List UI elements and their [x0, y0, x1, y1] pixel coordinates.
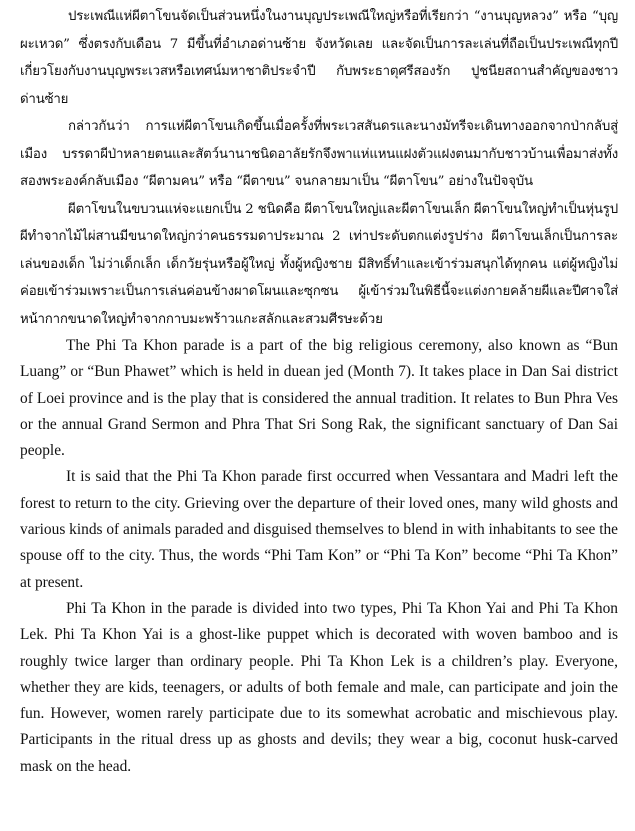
thai-paragraph-1: ประเพณีแห่ผีตาโขนจัดเป็นส่วนหนึ่งในงานบุญประเพณีใหญ่หรือที่เรียกว่า “งานบุญหลวง” หรือ “บุญผะเหวด” ซึ่งตรงกับเดือน 7 มีขึ้นที่อำเภอด่านซ้าย จังหวัดเลย และจัดเป็นการละเล่นที่ถือเป็นประเพณีทุกปี เกี่ยวโยงกับงานบุญพระเวสหรือเทศน์มหาชาติประจำปี กับพระธาตุศรีสองรัก ปูชนียสถานสำคัญของชาวด่านซ้าย: [20, 9, 618, 107]
english-paragraph-2: It is said that the Phi Ta Khon parade first occurred when Vessantara and Madri left the forest to return to the city. Grieving over the departure of their loved ones, many wild ghosts and various kinds of animals paraded and disguised themselves to blend in with inhabitants to see the spouse off to the city. Thus, the words “Phi Tam Kon” or “Phi Ta Kon” become “Phi Ta Khon” at present.: [20, 468, 618, 591]
document-page: [20, 0, 618, 780]
thai-section: [20, 0, 618, 333]
english-section: [20, 333, 618, 780]
thai-paragraph-2: กล่าวกันว่า การแห่ผีตาโขนเกิดขึ้นเมื่อครั้งที่พระเวสสันดรและนางมัทรีจะเดินทางออกจากป่ากลับสู่เมือง บรรดาผีป่าหลายตนและสัตว์นานาชนิดอาลัยรักจึงพาแห่แหนแฝงตัวแฝงตนมากับชาวบ้านเพื่อมาส่งทั้งสองพระองค์กลับเมือง “ผีตามคน” หรือ “ผีตาขน” จนกลายมาเป็น “ผีตาโขน” อย่างในปัจจุบัน: [20, 119, 618, 189]
thai-paragraph-3: ผีตาโขนในขบวนแห่จะแยกเป็น 2 ชนิดคือ ผีตาโขนใหญ่และผีตาโขนเล็ก ผีตาโขนใหญ่ทำเป็นหุ่นรูปผีทำจากไม้ไผ่สานมีขนาดใหญ่กว่าคนธรรมดาประมาณ 2 เท่าประดับตกแต่งรูปร่าง ผีตาโขนเล็กเป็นการละเล่นของเด็ก ไม่ว่าเด็กเล็ก เด็กวัยรุ่นหรือผู้ใหญ่ ทั้งผู้หญิงชาย มีสิทธิ์ทำและเข้าร่วมสนุกได้ทุกคน แต่ผู้หญิงไม่ค่อยเข้าร่วมเพราะเป็นการเล่นค่อนข้างผาดโผนและซุกซน ผู้เข้าร่วมในพิธีนี้จะแต่งกายคล้ายผีและปีศาจใส่หน้ากากขนาดใหญ่ทำจากกาบมะพร้าวแกะสลักและสวมศีรษะด้วย: [20, 201, 618, 327]
english-paragraph-1: The Phi Ta Khon parade is a part of the big religious ceremony, also known as “Bun Luang” or “Bun Phawet” which is held in duean jed (Month 7). It takes place in Dan Sai district of Loei province and is the play that is considered the annual tradition. It relates to Bun Phra Ves or the annual Grand Sermon and Phra That Sri Song Rak, the significant sanctuary of Dan Sai people.: [20, 337, 618, 460]
english-paragraph-3: Phi Ta Khon in the parade is divided into two types, Phi Ta Khon Yai and Phi Ta Khon Lek. Phi Ta Khon Yai is a ghost-like puppet which is decorated with woven bamboo and is roughly twice larger than ordinary people. Phi Ta Khon Lek is a children’s play. Everyone, whether they are kids, teenagers, or adults of both female and male, can participate and join the fun. However, women rarely participate due to its somewhat acrobatic and mischievous play. Participants in the ritual dress up as ghosts and devils; they wear a big, coconut husk-carved mask on the head.: [20, 599, 618, 775]
